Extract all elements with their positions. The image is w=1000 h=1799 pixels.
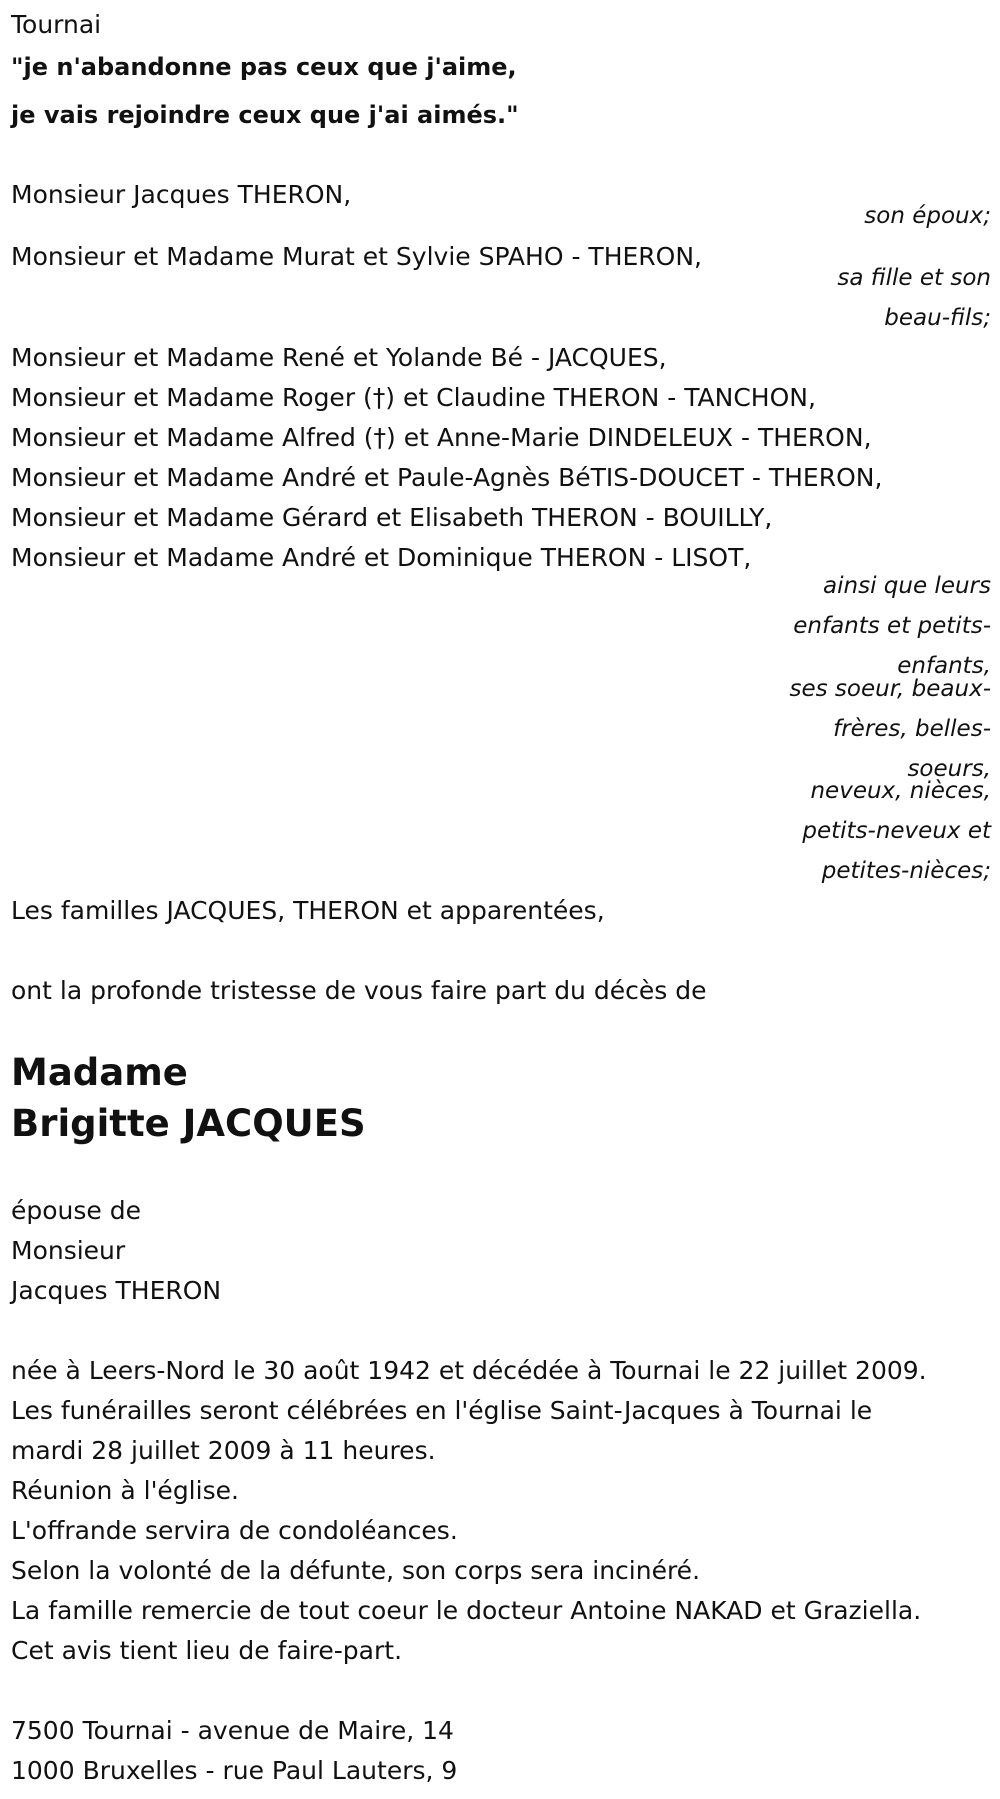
detail-line: née à Leers-Nord le 30 août 1942 et décédée à Tournai le 22 juillet 2009. (11, 1356, 927, 1385)
relation-siblings: ses soeur, beaux-frères, belles-soeurs, (789, 676, 991, 782)
deceased-name: Brigitte JACQUES (11, 1102, 366, 1145)
family-member: Monsieur et Madame Roger (†) et Claudine THERON - TANCHON, (11, 383, 816, 412)
city: Tournai (11, 10, 102, 39)
detail-line: Selon la volonté de la défunte, son corps sera incinéré. (11, 1556, 701, 1585)
detail-line: mardi 28 juillet 2009 à 11 heures. (11, 1436, 436, 1465)
family-member: Monsieur et Madame Alfred (†) et Anne-Marie DINDELEUX - THERON, (11, 423, 872, 452)
detail-line: Réunion à l'église. (11, 1476, 239, 1505)
address-line: 7500 Tournai - avenue de Maire, 14 (11, 1716, 454, 1745)
deceased-title: Madame (11, 1051, 188, 1094)
family-member: Monsieur et Madame André et Dominique THERON - LISOT, (11, 543, 752, 572)
family-member: Monsieur et Madame Murat et Sylvie SPAHO - THERON, (11, 242, 702, 271)
quote-line-2: je vais rejoindre ceux que j'ai aimés." (11, 101, 519, 129)
detail-line: Cet avis tient lieu de faire-part. (11, 1636, 403, 1665)
relation-children: ainsi que leurs enfants et petits-enfants, (793, 573, 991, 679)
spouse-of-line: Monsieur (11, 1236, 126, 1265)
spouse-of-line: épouse de (11, 1196, 141, 1225)
detail-line: La famille remercie de tout coeur le docteur Antoine NAKAD et Graziella. (11, 1596, 922, 1625)
family-member: Monsieur et Madame André et Paule-Agnès BéTIS-DOUCET - THERON, (11, 463, 883, 492)
family-member: Monsieur Jacques THERON, (11, 180, 352, 209)
announcement: ont la profonde tristesse de vous faire part du décès de (11, 976, 707, 1005)
spouse-of-line: Jacques THERON (11, 1276, 222, 1305)
quote-line-1: "je n'abandonne pas ceux que j'aime, (11, 53, 517, 81)
family-member: Monsieur et Madame Gérard et Elisabeth THERON - BOUILLY, (11, 503, 773, 532)
relation-spouse: son époux; (864, 203, 991, 229)
detail-line: L'offrande servira de condoléances. (11, 1516, 458, 1545)
detail-line: Les funérailles seront célébrées en l'église Saint-Jacques à Tournai le (11, 1396, 873, 1425)
relation-daughter: sa fille et son beau-fils; (837, 265, 991, 331)
relation-nephews: neveux, nièces, petits-neveux et petites-nièces; (802, 778, 991, 884)
family-member: Monsieur et Madame René et Yolande Bé - JACQUES, (11, 343, 667, 372)
address-line: 1000 Bruxelles - rue Paul Lauters, 9 (11, 1756, 458, 1785)
families-line: Les familles JACQUES, THERON et apparentées, (11, 896, 605, 925)
